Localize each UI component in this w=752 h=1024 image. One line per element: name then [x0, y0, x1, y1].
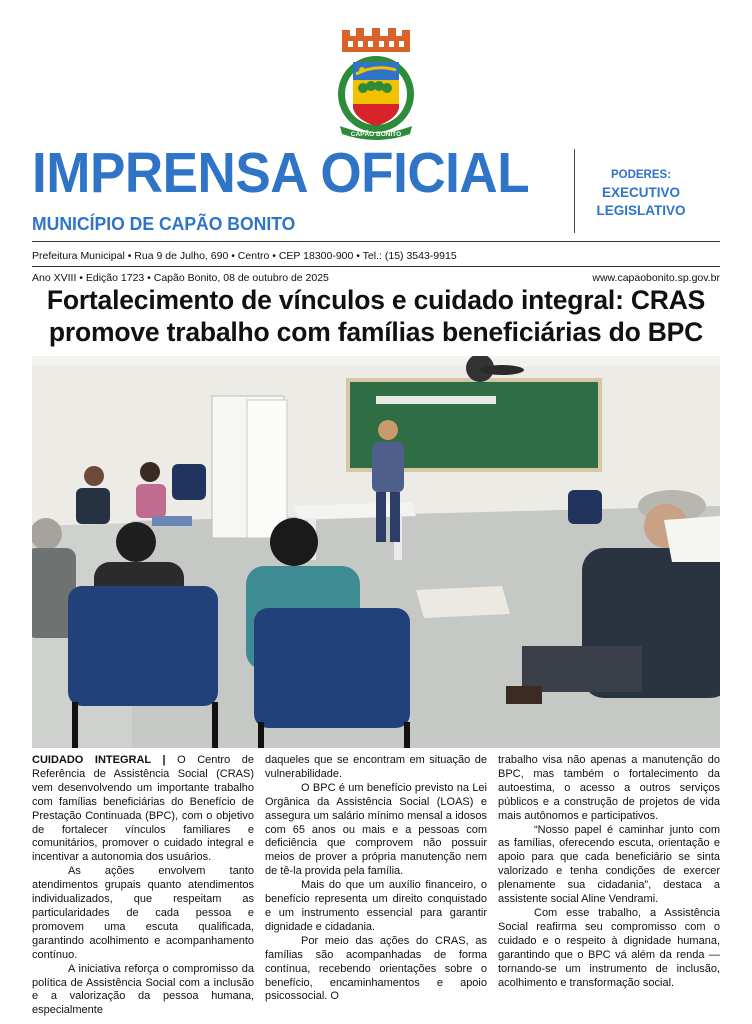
group-meeting-photo-icon	[32, 356, 720, 748]
power-legislativo: LEGISLATIVO	[596, 203, 686, 218]
col1-paragraph-1	[32, 754, 254, 865]
col1-p1-text: O Centro de Referência de Assistência Social (CRAS) vem desenvolvendo um importante trabalho com famílias beneficiárias do Benefício de Prestação Continuada (BPC), com o objetivo de fortalecer vínculos familiares e comunitários, promover o cuidado integral e incentivar a autonomia dos usuários.	[32, 754, 255, 864]
svg-text:CAPÃO BONITO: CAPÃO BONITO	[350, 131, 402, 138]
article-column-2	[265, 754, 487, 1004]
article-column-1	[32, 754, 254, 1018]
article-headline	[22, 284, 730, 348]
masthead-subtitle: MUNICÍPIO DE CAPÃO BONITO	[32, 213, 296, 234]
headline-line-1: Fortalecimento de vínculos e cuidado integral: CRAS	[46, 285, 706, 315]
col2-paragraph-4: Por meio das ações do CRAS, as famílias são acompanhadas de forma contínua, recebendo orientações sobre o benefício, encaminhamentos e apoio psicossocial. O	[265, 934, 487, 1003]
rule-middle	[32, 266, 720, 267]
masthead-title: IMPRENSA OFICIAL	[32, 141, 530, 205]
col2-paragraph-2: O BPC é um benefício previsto na Lei Orgânica da Assistência Social (LOAS) e assegura um salário mínimo mensal a idosos com 65 anos ou mais e a pessoas com deficiência que comprovem não possuir meios de prover a própria manutenção nem de tê-la provida pela família.	[265, 781, 487, 878]
article-column-3	[498, 754, 720, 990]
powers-block	[590, 166, 692, 220]
col3-paragraph-1: trabalho visa não apenas a manutenção do BPC, mas também o fortalecimento da autoestima, o acesso a outros serviços públicos e a construção de projetos de vida mais autônomos e participativos.	[498, 754, 720, 822]
col1-paragraph-3: A iniciativa reforça o compromisso da política de Assistência Social com a inclusão e a valorização da pessoa humana, especialmente	[32, 962, 254, 1017]
col2-paragraph-1: daqueles que se encontram em situação de vulnerabilidade.	[265, 754, 487, 780]
edition-line: Ano XVIII • Edição 1723 • Capão Bonito, 08 de outubro de 2025	[32, 272, 329, 284]
website-link[interactable]: www.capaobonito.sp.gov.br	[592, 272, 720, 284]
col3-paragraph-3: Com esse trabalho, a Assistência Social reafirma seu compromisso com o cuidado e o respeito à dignidade humana, garantindo que o BPC vá além da renda — tornando-se um instrumento de inclusão, acolhimento e transformação social.	[498, 906, 720, 989]
rule-top	[32, 241, 720, 242]
coat-of-arms-icon	[326, 28, 426, 142]
col3-paragraph-2: “Nosso papel é caminhar junto com as famílias, oferecendo escuta, orientação e apoio para que cada beneficiário se sinta valorizado e tenha condições de exercer plenamente sua cidadania”, destaca a assistente social Aline Vendrami.	[498, 823, 720, 906]
power-executivo: EXECUTIVO	[601, 185, 680, 200]
contact-line: Prefeitura Municipal • Rua 9 de Julho, 690 • Centro • CEP 18300-900 • Tel.: (15) 3543-9915	[32, 250, 457, 262]
masthead-divider	[574, 149, 575, 233]
headline-line-2: promove trabalho com famílias beneficiárias do BPC	[48, 317, 704, 347]
lead-label: CUIDADO INTEGRAL |	[32, 754, 166, 766]
col1-paragraph-2: As ações envolvem tanto atendimentos grupais quanto atendimentos individualizados, que respeitam as particularidades de cada pessoa e promovem uma escuta qualificada, garantindo acolhimento e acompanhamento contínuo.	[32, 865, 254, 961]
col2-paragraph-3: Mais do que um auxílio financeiro, o benefício representa um direito conquistado e um instrumento essencial para garantir dignidade e cidadania.	[265, 879, 487, 933]
powers-label: PODERES:	[610, 169, 672, 181]
